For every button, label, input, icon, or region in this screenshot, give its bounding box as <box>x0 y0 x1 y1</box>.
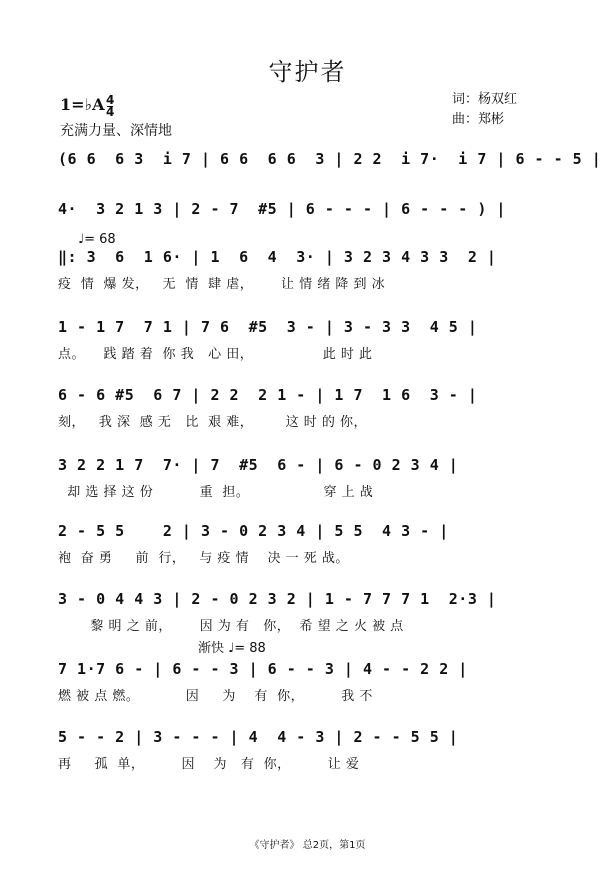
notes: 4· 3 2 1 3 | 2 - 7 #5 | 6 - - - | 6 - - - ) | <box>58 200 506 218</box>
lyrics: 却 选 择 这 份 重 担。 穿 上 战 <box>58 485 374 500</box>
stave-10 <box>58 728 558 798</box>
lyrics: 黎 明 之 前， 因 为 有 你， 希 望 之 火 被 点 <box>58 619 404 634</box>
composer: 曲：郑彬 <box>452 112 505 127</box>
tempo-mark-88: 渐快 ♩= 88 <box>198 641 266 656</box>
notes: ‖: 3 6 1 6· | 1 6 4 3· | 3 2 3 4 3 3 2 | <box>58 248 497 266</box>
stave-6 <box>58 456 558 526</box>
notes: 5 - - 2 | 3 - - - | 4 4 - 3 | 2 - - 5 5 | <box>58 728 459 746</box>
time-signature-bottom: 4 <box>106 105 115 119</box>
stave-3 <box>58 248 558 318</box>
time-signature-top: 4 <box>106 93 115 107</box>
notes: (6 6 6 3 i 7 | 6 6 6 6 3 | 2 2 i 7· i 7 | 6 - - 5 | <box>58 150 602 168</box>
notes: 7 1·7 6 - | 6 - - 3 | 6 - - 3 | 4 - - 2 2 | <box>58 660 468 678</box>
page-footer: 《守护者》 总2页，第1页 <box>249 840 366 851</box>
notes: 3 2 2 1 7 7· | 7 #5 6 - | 6 - 0 2 3 4 | <box>58 456 459 474</box>
notes: 6 - 6 #5 6 7 | 2 2 2 1 - | 1 7 1 6 3 - | <box>58 386 478 404</box>
notes: 3 - 0 4 4 3 | 2 - 0 2 3 2 | 1 - 7 7 7 1 2·3 | <box>58 590 497 608</box>
lyricist: 词：杨双红 <box>452 92 518 107</box>
stave-9 <box>58 660 558 730</box>
lyrics: 燃 被 点 燃。 因 为 有 你， 我 不 <box>58 689 373 704</box>
lyrics: 刻， 我 深 感 无 比 艰 难， 这 时 的 你， <box>58 415 368 430</box>
lyrics: 点。 践 踏 着 你 我 心 田， 此 时 此 <box>58 347 373 362</box>
lyrics: 再 孤 单， 因 为 有 你， 让 爱 <box>58 757 360 772</box>
stave-8 <box>58 590 558 660</box>
credits <box>452 90 517 130</box>
stave-7 <box>58 522 558 592</box>
notes: 2 - 5 5 2 | 3 - 0 2 3 4 | 5 5 4 3 - | <box>58 522 449 540</box>
notes: 1 - 1 7 7 1 | 7 6 #5 3 - | 3 - 3 3 4 5 | <box>58 318 478 336</box>
lyrics: 疫 情 爆 发， 无 情 肆 虐， 让 情 绪 降 到 冰 <box>58 277 386 292</box>
song-title: 守护者 <box>268 58 347 86</box>
stave-5 <box>58 386 558 456</box>
time-signature <box>106 95 114 118</box>
tempo-mark-68: ♩= 68 <box>78 232 116 247</box>
expression-mark: 充满力量、深情地 <box>60 123 172 139</box>
stave-4 <box>58 318 558 388</box>
lyrics: 袍 奋 勇 前 行， 与 疫 情 决 一 死 战。 <box>58 551 349 566</box>
key-signature: 1=♭A <box>60 95 105 114</box>
